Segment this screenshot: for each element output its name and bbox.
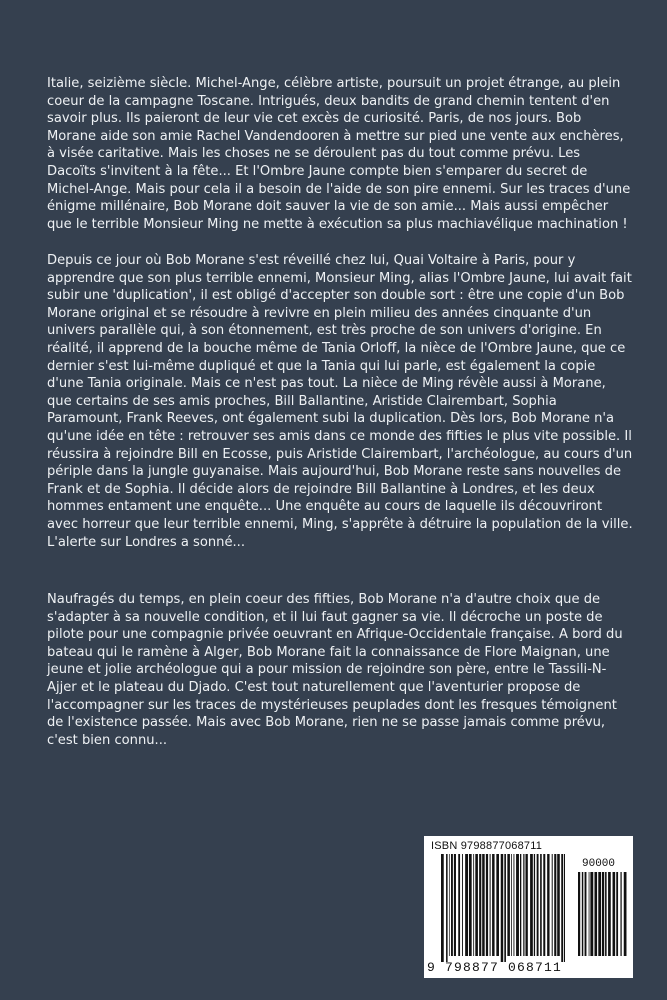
barcode-bar [564, 854, 565, 962]
barcode-bar [441, 854, 444, 962]
barcode-bar [473, 854, 474, 956]
barcode-bars-icon [440, 854, 565, 962]
barcode-bar [605, 872, 607, 956]
barcode-bar [561, 854, 563, 962]
barcode-bar [578, 872, 580, 956]
barcode-bar [616, 872, 618, 956]
synopsis-paragraph-1: Italie, seizième siècle. Michel-Ange, célèbre artiste, poursuit un projet étrange, au plein coeur de la campagne Toscane. Intrigués, deux bandits de grand chemin tentent d'en savoir plus. Ils paieront de leur vie cet excès de curiosité. Paris, de nos jours. Bob Morane aide son amie Rachel Vandendooren à mettre sur pied une vente aux enchères, à visée caritative. Mais les choses ne se déroulent pas du tout comme prévu. Les Dacoïts s'invitent à la fête... Et l'Ombre Jaune compte bien s'emparer du secret de Michel-Ange. Mais pour cela il a besoin de l'aide de son pire ennemi. Sur les traces d'une énigme millénaire, Bob Morane doit sauver la vie de son amie... Mais aussi empêcher que le terrible Monsieur Ming ne mette à exécution sa plus machiavélique machination ! [47, 76, 631, 232]
barcode-bar [613, 872, 616, 956]
barcode-bar [530, 854, 533, 956]
barcode-bar [504, 854, 506, 962]
barcode-bar [557, 854, 560, 956]
barcode-bar [594, 872, 597, 956]
isbn-label: ISBN 9798877068711 [431, 840, 543, 852]
barcode-bar [620, 872, 621, 956]
barcode-bar [507, 854, 510, 956]
barcode-bar [608, 872, 611, 956]
barcode-bar [589, 872, 590, 956]
barcode-bar [624, 872, 627, 956]
price-code: 90000 [582, 858, 616, 870]
barcode-bar [492, 854, 494, 956]
barcode-bar [511, 854, 512, 956]
synopsis-paragraph-3: Naufragés du temps, en plein coeur des fifties, Bob Morane n'a d'autre choix que de s'adapter à sa nouvelle condition, et il lui faut gagner sa vie. Il décroche un poste de pilote pour une compagnie privée oeuvrant en Afrique-Occidentale française. A bord du bateau qui le ramène à Alger, Bob Morane fait la connaissance de Flore Maignan, une jeune et jolie archéologue qui a pour mission de rejoindre son père, entre le Tassili-N-Ajjer et le plateau du Djado. C'est tout naturellement que l'aventurier propose de l'accompagner sur les traces de mystérieuses peuplades dont les fresques témoignent de l'existence passée. Mais avec Bob Morane, rien ne se passe jamais comme prévu, c'est bien connu... [47, 592, 623, 748]
barcode-bar [454, 854, 456, 956]
barcode-bar [534, 854, 535, 956]
barcode-bar [598, 872, 601, 956]
barcode-bar [520, 854, 521, 956]
barcode-bar [486, 854, 488, 956]
barcode-bar [602, 872, 604, 956]
barcode-bar [554, 854, 556, 956]
barcode-bar [537, 854, 539, 956]
barcode-bar [449, 854, 450, 956]
barcode-digits: 9 798877 068711 [427, 960, 563, 975]
barcode-bar [543, 854, 545, 956]
barcode-bar [458, 854, 460, 956]
barcode-bar [516, 854, 519, 956]
barcode-bar [547, 854, 549, 956]
barcode-bar [451, 854, 453, 956]
barcode-bar [469, 854, 472, 956]
barcode-bar [552, 854, 553, 956]
barcode-bar [582, 872, 583, 956]
barcode-bar [465, 854, 468, 956]
barcode-bar [523, 854, 524, 956]
barcode-bar [490, 854, 491, 956]
barcode-bar [590, 872, 593, 956]
barcode-bar [446, 854, 448, 962]
synopsis-paragraph-2: Depuis ce jour où Bob Morane s'est réveillé chez lui, Quai Voltaire à Paris, pour y apprendre que son plus terrible ennemi, Monsieur Ming, alias l'Ombre Jaune, lui avait fait subir une 'duplication', il est obligé d'accepter son double sort : être une copie d'un Bob Morane original et se résoudre à revivre en plein milieu des années cinquante d'un univers parallèle qui, à son étonnement, est très proche de son univers d'origine. En réalité, il apprend de la bouche même de Tania Orloff, la nièce de l'Ombre Jaune, que ce dernier s'est lui-même dupliqué et que la Tania qui lui parle, est également la copie d'une Tania originale. Mais ce n'est pas tout. La nièce de Ming révèle aussi à Morane, que certains de ses amis proches, Bill Ballantine, Aristide Clairembart, Sophia Paramount, Frank Reeves, ont également subi la duplication. Dès lors, Bob Morane n'a qu'une idée en tête : retrouver ses amis dans ce monde des fifties le plus vite possible. Il réussira à rejoindre Bill en Ecosse, puis Aristide Clairembart, l'archéologue, au cours d'un périple dans la jungle guyanaise. Mais aujourd'hui, Bob Morane reste sans nouvelles de Frank et de Sophia. Il décide alors de rejoindre Bill Ballantine à Londres, et les deux hommes entament une enquête... Une enquête au cours de laquelle ils découvriront avec horreur que leur terrible ennemi, Ming, s'apprête à détruire la population de la ville. L'alerte sur Londres a sonné... [47, 253, 633, 550]
barcode-bar [475, 854, 478, 956]
addon-barcode-bars-icon [577, 872, 627, 962]
barcode-bar [496, 854, 499, 956]
barcode-bar [525, 854, 527, 956]
barcode-bar [479, 854, 481, 956]
barcode-bar [462, 854, 463, 956]
barcode-bar [540, 854, 542, 956]
barcode-bar [585, 872, 587, 956]
barcode-bar [501, 854, 503, 962]
barcode-bar [513, 854, 514, 956]
isbn-barcode [424, 836, 633, 978]
barcode-bar [482, 854, 485, 956]
